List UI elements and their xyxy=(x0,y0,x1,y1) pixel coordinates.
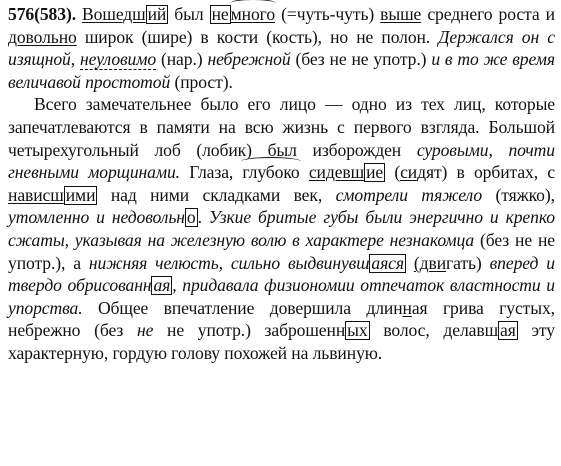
suffix-box: о xyxy=(186,207,196,228)
word-vyshe: выше xyxy=(380,4,422,24)
word-dovolno: довольно xyxy=(8,26,77,47)
paragraph-1: 576(583). Вошедш ий был не много (=чуть-чуть) выше среднего роста и довольно широк (шире) в кости (кость), но не полон. Держался он с изящной, неуловимо (нар.) небрежной (без не не употр.) и в то же время величавой простотой (прост). xyxy=(8,4,555,92)
ending-box: ими xyxy=(65,184,96,205)
word-neulovimo: неуловимо xyxy=(79,49,157,70)
ending-box: ий xyxy=(147,4,167,24)
ending-box: ие xyxy=(366,162,384,183)
ending-box: ых xyxy=(347,320,368,341)
paragraph-2: Всего замечательнее было его лицо — одно из тех лиц, которые запечатлеваются в памяти на всю жизнь с первого взгляда. Большой четырехугольный лоб (лобик) был изборожден суровыми, почти гневными морщинами. Глаза, глубоко сидевш ие (сидят) в орбитах, с нависш ими над ними складками век, смотрели тяжело (тяжко), утомленно и недовольн о . Узкие бритые губы были энергично и крепко сжаты, указывая на железную волю в характере незнакомца (без не не употр.), а нижняя челюсть, сильно выдвинувш аяся (двигать) вперед и твердо обрисованн ая , придавала физиономии отпечаток властности и упорства. Общее впечатление довершила длинная грива густых, небрежно (без не не употр.) заброшенн ых волос, делавш ая эту характерную, гордую голову похожей на львиную. xyxy=(8,94,556,363)
ending-box: ая xyxy=(153,275,171,296)
word-navisshimi: нависш ими xyxy=(8,184,96,205)
root-arc: много xyxy=(230,4,276,24)
word-voshedshiy: Вошедш ий xyxy=(82,4,167,24)
word-sidevshie: сидевш ие xyxy=(308,162,384,183)
ending-box: аяся xyxy=(371,252,404,273)
word-gluboko: глубоко xyxy=(242,162,300,183)
exercise-number: 576(583). xyxy=(8,4,76,24)
ending-box: ая xyxy=(500,320,516,341)
word-nemnogo xyxy=(210,4,275,24)
prefix-box: не xyxy=(211,4,229,24)
